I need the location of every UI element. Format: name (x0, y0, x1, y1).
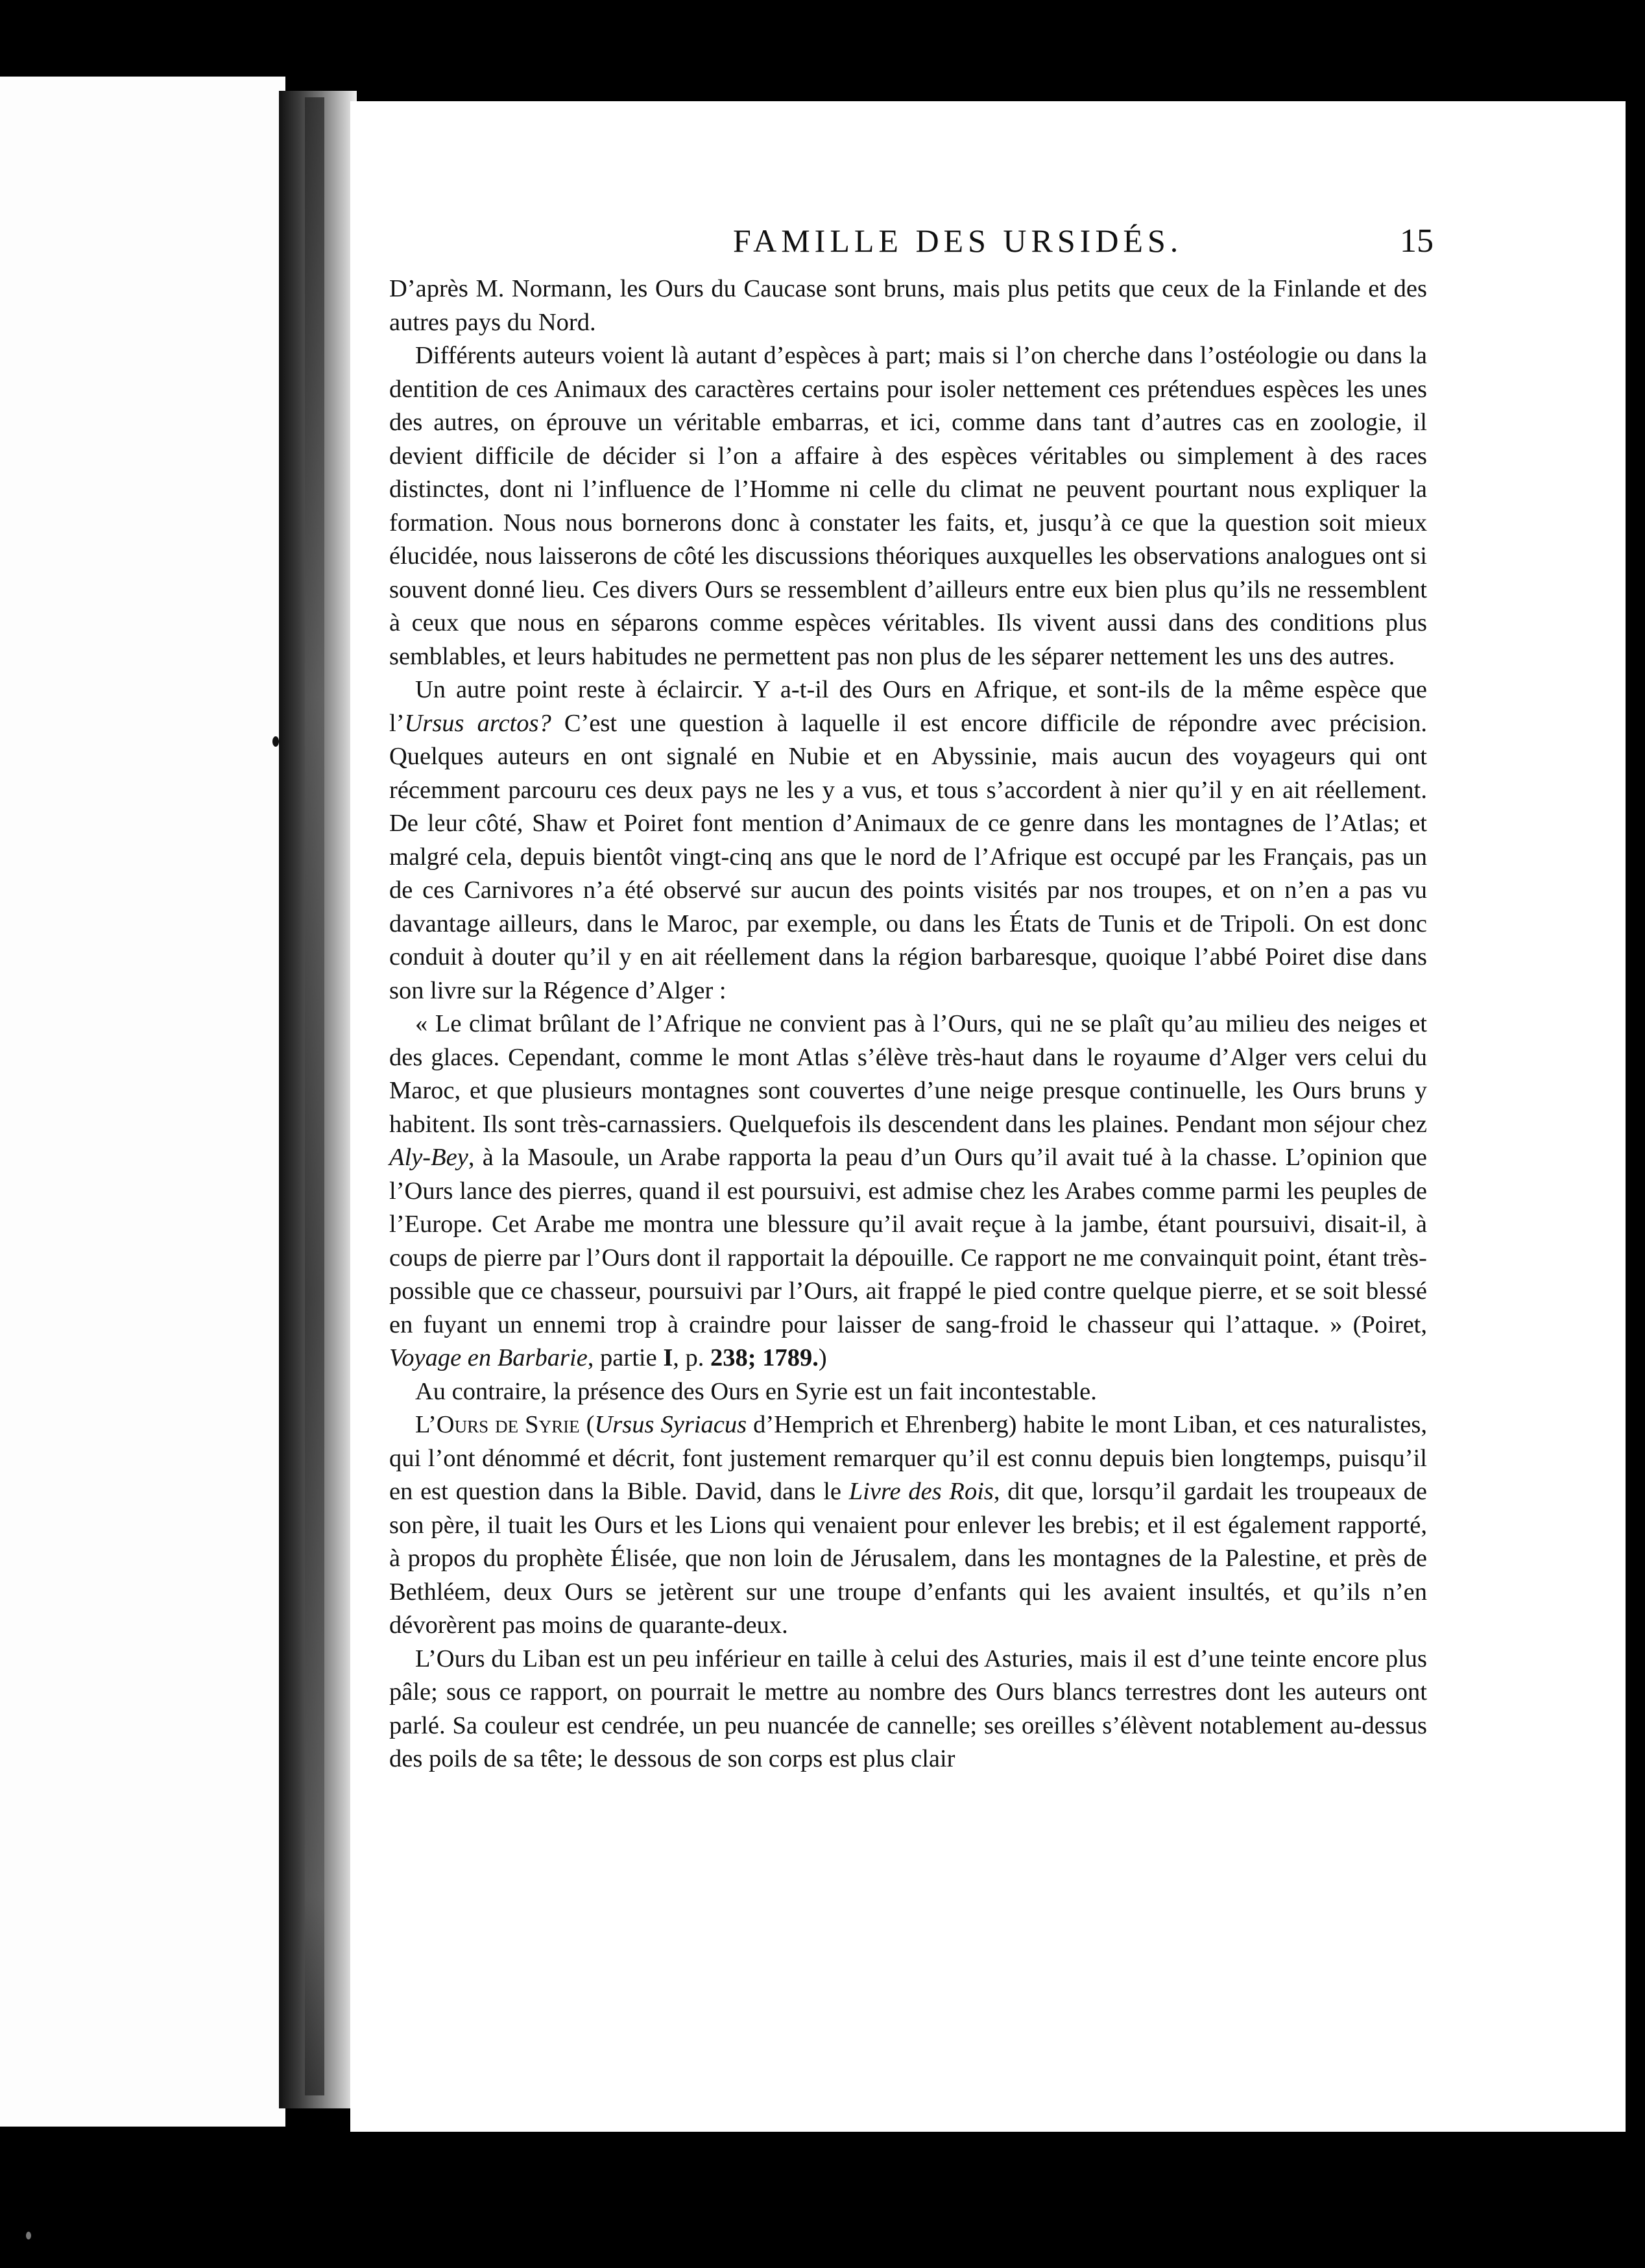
page-content (389, 222, 1434, 1776)
paragraph-lebanon-bear: L’Ours du Liban est un peu inférieur en taille à celui des Asturies, mais il est d’une teinte encore plus pâle; sous ce rapport, on pourrait le mettre au nombre des Ours blancs terrestres dont les auteurs ont parlé. Sa couleur est cendrée, un peu nuancée de cannelle; ses oreilles s’élèvent notablement au-dessus des poils de sa tête; le dessous de son corps est plus clair (389, 1645, 1427, 1772)
book-title-italic: Livre des Rois (848, 1478, 994, 1505)
paragraph-species-debate: Différents auteurs voient là autant d’espèces à part; mais si l’on cherche dans l’ostéologie ou dans la dentition de ces Animaux des caractères certains pour isoler nettement ces prétendues espèces les unes des autres, on éprouve un véritable embarras, et ici, comme dans tant d’autres cas en zoologie, il devient difficile de décider si l’on a affaire à des espèces véritables ou simplement à des races distinctes, dont ni l’influence de l’Homme ni celle du climat ne peuvent pourtant nous expliquer la formation. Nous nous bornerons donc à constater les faits, et, jusqu’à ce que la question soit mieux élucidée, nous laisserons de côté les discussions théoriques auxquelles les observations analogues ont si souvent donné lieu. Ces divers Ours se ressemblent d’ailleurs entre eux bien plus qu’ils ne ressemblent à ceux que nous en séparons comme espèces véritables. Ils vivent aussi dans des conditions plus semblables, et leurs habitudes ne permettent pas non plus de les séparer nettement les uns des autres. (389, 342, 1427, 670)
text-run: , p. (673, 1344, 711, 1371)
paragraph-poiret-quote (389, 1007, 1427, 1375)
page-number: 15 (1400, 223, 1434, 259)
text-run: C’est une question à laquelle il est encore difficile de répondre avec précision. Quelques auteurs en ont signalé en Nubie et en Abyssinie, mais aucun des voyageurs qui ont récemment parcouru ces deux pays ne les y a vus, et tous s’accordent à nier qu’il y en ait réellement. De leur côté, Shaw et Poiret font mention d’Animaux de ce genre dans les montagnes de l’Atlas; et malgré cela, depuis bientôt vingt-cinq ans que le nord de l’Afrique est occupé par les Français, pas un de ces Carnivores n’a été observé sur aucun des points visités par nos troupes, et on n’en a pas vu davantage ailleurs, dans le Maroc, par exemple, ou dans les États de Tunis et de Tripoli. On est donc conduit à douter qu’il y en ait réellement dans la région barbaresque, quoique l’abbé Poiret dise dans son livre sur la Régence d’Alger : (389, 709, 1427, 1004)
scan-speck (272, 736, 279, 747)
text-run: , à la Masoule, un Arabe rapporta la peau d’un Ours qu’il avait tué à la chasse. L’opinion que l’Ours lance des pierres, quand il est poursuivi, est admise chez les Arabes comme parmi les peuples de l’Europe. Cet Arabe me montra une blessure qu’il avait reçue à la jambe, étant poursuivi, disait-il, à coups de pierre par l’Ours dont il rapportait la dépouille. Ce rapport ne me convainquit point, étant très-possible que ce chasseur, poursuivi par l’Ours, ait frappé le pied contre quelque pierre, et se soit blessé en fuyant un ennemi trop à craindre pour laisser de sang-froid le chasseur qui l’attaque. » (Poiret, (389, 1144, 1427, 1338)
page-reference: 238; 1789. (710, 1344, 819, 1371)
text-run: , dit que, lorsqu’il gardait les troupeaux de son père, il tuait les Ours et les Lions qui venaient pour enlever les brebis; et il est également rapporté, à propos du prophète Élisée, que non loin de Jérusalem, dans les montagnes de la Palestine, et près de Bethléem, deux Ours se jetèrent sur une troupe d’enfants qui les avaient insultés, et qu’ils n’en dévorèrent pas moins de quarante-deux. (389, 1478, 1427, 1639)
running-title: FAMILLE DES URSIDÉS. (733, 223, 1183, 259)
species-name-italic: Ursus Syriacus (594, 1411, 747, 1438)
text-run: d’Hemprich et Ehrenberg) habite le mont Liban, et ces naturalistes, qui l’ont dénommé et décrit, font justement remarquer qu’il est connu depuis bien longtemps, puisqu’il en est question dans la Bible. David, dans le (389, 1411, 1427, 1505)
book-title-italic: Voyage en Barbarie (389, 1344, 588, 1371)
paragraph-syria: Au contraire, la présence des Ours en Syrie est un fait incontestable. (415, 1377, 1097, 1405)
text-run: « Le climat brûlant de l’Afrique ne convient pas à l’Ours, qui ne se plaît qu’au milieu des neiges et des glaces. Cependant, comme le mont Atlas s’élève très-haut dans le royaume d’Alger vers celui du Maroc, et que plusieurs montagnes sont couvertes d’une neige presque continuelle, les Ours bruns y habitent. Ils sont très-carnassiers. Quelquefois ils descendent dans les plaines. Pendant mon séjour chez (389, 1010, 1427, 1138)
running-head (389, 222, 1434, 267)
facing-page-edge (0, 77, 285, 2127)
text-run: ( (579, 1411, 595, 1438)
gutter-binding (305, 97, 324, 2095)
species-name-italic: Ursus arctos? (404, 709, 551, 737)
paragraph-caucasus: D’après M. Normann, les Ours du Caucase sont bruns, mais plus petits que ceux de la Finlande et des autres pays du Nord. (389, 275, 1427, 336)
scan-speck (26, 2232, 31, 2239)
species-heading-smallcaps: L’Ours de Syrie (415, 1411, 580, 1438)
paragraph-africa (389, 673, 1427, 1007)
text-run: Un autre point reste à éclaircir. Y a-t-il des Ours en Afrique, et sont-ils de la même espèce que l’ (389, 676, 1427, 737)
text-run: , partie (587, 1344, 664, 1371)
person-name-italic: Aly-Bey (389, 1144, 468, 1171)
paragraph-syrian-bear (389, 1408, 1427, 1643)
volume-number: I (663, 1344, 673, 1371)
text-run: ) (818, 1344, 827, 1371)
book-page (350, 101, 1626, 2132)
